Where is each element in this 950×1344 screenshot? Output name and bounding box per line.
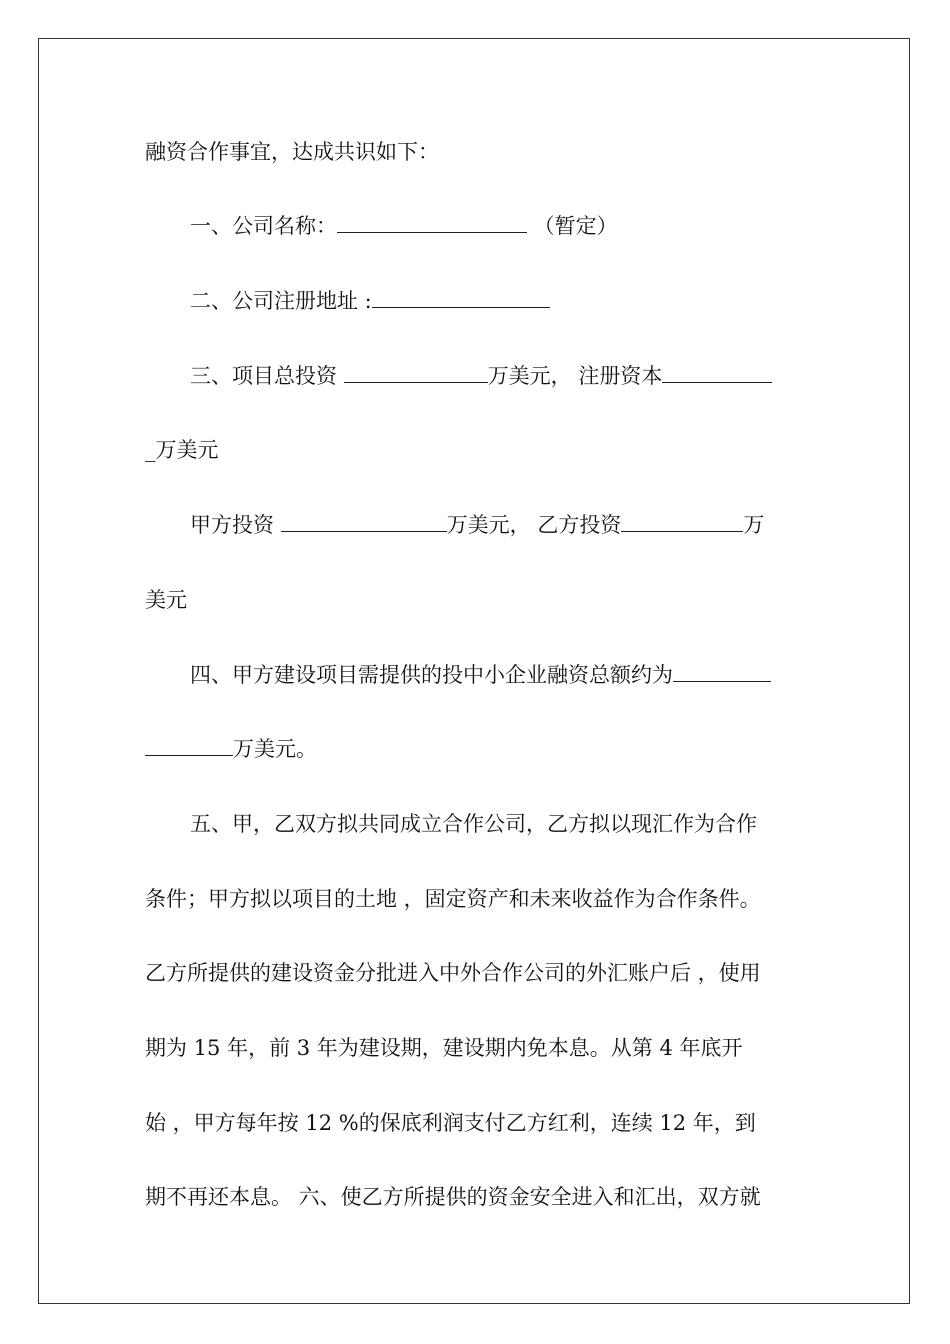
blank-total-investment xyxy=(344,361,488,383)
label-company-name: 一、公司名称： xyxy=(190,214,337,238)
blank-party-b-investment xyxy=(621,510,743,532)
text-line-total-investment xyxy=(190,361,805,391)
paragraph-line-3: 乙方所提供的建设资金分批进入中外合作公司的外汇账户后 ，使用 xyxy=(145,961,761,985)
paragraph-line-2: 条件；甲方拟以项目的土地 ，固定资产和未来收益作为合作条件。 xyxy=(145,887,761,911)
text-line-intro: 融资合作事宜，达成共识如下： xyxy=(145,140,439,164)
text-line-usd: 美元 xyxy=(145,588,187,612)
label-wan: 万 xyxy=(743,513,765,537)
paragraph-line-5: 始 ，甲方每年按 12 %的保底利润支付乙方红利，连续 12 年，到 xyxy=(145,1111,756,1135)
blank-registered-address xyxy=(372,286,550,308)
blank-registered-capital xyxy=(662,361,772,383)
blank-company-name xyxy=(337,211,527,233)
text-line-registered-address xyxy=(190,286,805,316)
blank-financing-total xyxy=(673,660,771,682)
text-line-party-investments xyxy=(190,510,805,540)
blank-party-a-investment xyxy=(281,510,447,532)
label-registered-address: 二、公司注册地址 : xyxy=(190,289,372,313)
paragraph-line-1: 五、甲，乙双方拟共同成立合作公司，乙方拟以现汇作为合作 xyxy=(190,812,757,836)
text-line-financing-total xyxy=(190,660,805,690)
label-party-a-investment: 甲方投资 xyxy=(190,513,281,537)
text-line-financing-unit xyxy=(145,734,805,764)
text-line-company-name xyxy=(190,211,805,241)
text-line-capital-unit: _万美元 xyxy=(145,438,219,462)
label-tentative: （暂定） xyxy=(527,214,618,238)
label-financing-total: 四、甲方建设项目需提供的投中小企业融资总额约为 xyxy=(190,663,673,687)
blank-financing-total-cont xyxy=(145,734,233,756)
label-party-b-investment: 万美元， 乙方投资 xyxy=(446,513,622,537)
label-registered-capital: 万美元， 注册资本 xyxy=(487,364,663,388)
label-financing-unit: 万美元。 xyxy=(233,737,317,761)
paragraph-line-4: 期为 15 年，前 3 年为建设期，建设期内免本息。从第 4 年底开 xyxy=(145,1036,743,1060)
paragraph-line-6: 期不再还本息。 六、使乙方所提供的资金安全进入和汇出，双方就 xyxy=(145,1185,761,1209)
label-total-investment: 三、项目总投资 xyxy=(190,364,344,388)
